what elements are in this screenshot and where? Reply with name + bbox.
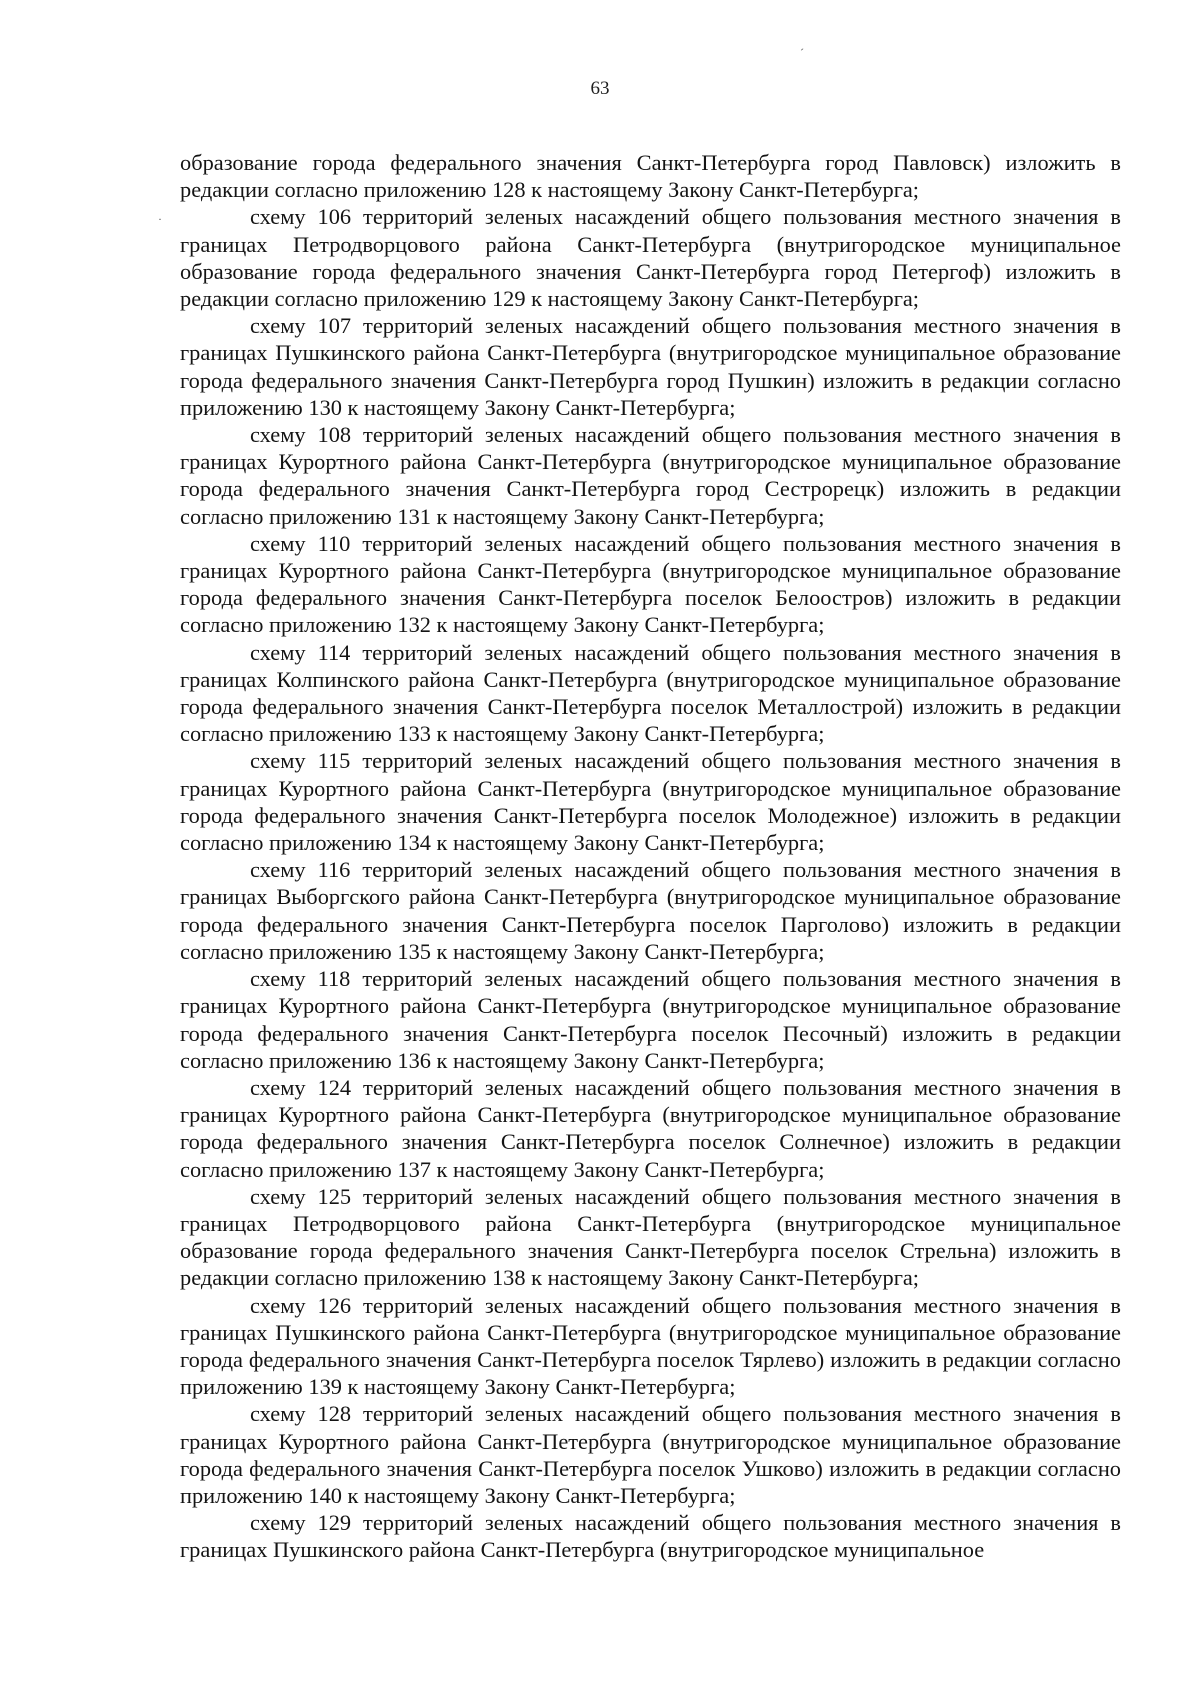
paragraph: схему 107 территорий зеленых насаждений общего пользования местного значения в границах Пушкинского района Санкт-Петербурга (внутригородское муниципальное образование города федерального значения Санкт-Петербурга город Пушкин) изложить в редакции согласно приложению 130 к настоящему Закону Санкт-Петербурга; — [180, 313, 1121, 420]
paragraph: схему 124 территорий зеленых насаждений общего пользования местного значения в границах Курортного района Санкт-Петербурга (внутригородское муниципальное образование города федерального значения Санкт-Петербурга поселок Солнечное) изложить в редакции согласно приложению 137 к настоящему Закону Санкт-Петербурга; — [180, 1074, 1121, 1182]
paragraph: схему 116 территорий зеленых насаждений общего пользования местного значения в границах Выборгского района Санкт-Петербурга (внутригородское муниципальное образование города федерального значения Санкт-Петербурга поселок Парголово) изложить в редакции согласно приложению 135 к настоящему Закону Санкт-Петербурга; — [180, 857, 1121, 964]
scan-speck: ˊ — [800, 46, 804, 60]
paragraph: схему 128 территорий зеленых насаждений общего пользования местного значения в границах Курортного района Санкт-Петербурга (внутригородское муниципальное образование города федерального значения Санкт-Петербурга поселок Ушково) изложить в редакции согласно приложению 140 к настоящему Закону Санкт-Петербурга; — [180, 1401, 1121, 1508]
paragraph: схему 118 территорий зеленых насаждений общего пользования местного значения в границах Курортного района Санкт-Петербурга (внутригородское муниципальное образование города федерального значения Санкт-Петербурга поселок Песочный) изложить в редакции согласно приложению 136 к настоящему Закону Санкт-Петербурга; — [180, 966, 1121, 1073]
paragraph: схему 108 территорий зеленых насаждений общего пользования местного значения в границах Курортного района Санкт-Петербурга (внутригородское муниципальное образование города федерального значения Санкт-Петербурга город Сестрорецк) изложить в редакции согласно приложению 131 к настоящему Закону Санкт-Петербурга; — [180, 422, 1121, 529]
paragraph: схему 115 территорий зеленых насаждений общего пользования местного значения в границах Курортного района Санкт-Петербурга (внутригородское муниципальное образование города федерального значения Санкт-Петербурга поселок Молодежное) изложить в редакции согласно приложению 134 к настоящему Закону Санкт-Петербурга; — [180, 748, 1121, 856]
paragraph: схему 110 территорий зеленых насаждений общего пользования местного значения в границах Курортного района Санкт-Петербурга (внутригородское муниципальное образование города федерального значения Санкт-Петербурга поселок Белоостров) изложить в редакции согласно приложению 132 к настоящему Закону Санкт-Петербурга; — [180, 530, 1121, 638]
paragraph: образование города федерального значения Санкт-Петербурга город Павловск) изложить в редакции согласно приложению 128 к настоящему Закону Санкт-Петербурга; — [180, 150, 1121, 203]
paragraph: схему 129 территорий зеленых насаждений общего пользования местного значения в границах Пушкинского района Санкт-Петербурга (внутригородское муниципальное — [180, 1510, 1121, 1563]
paragraph: схему 114 территорий зеленых насаждений общего пользования местного значения в границах Колпинского района Санкт-Петербурга (внутригородское муниципальное образование города федерального значения Санкт-Петербурга поселок Металлострой) изложить в редакции согласно приложению 133 к настоящему Закону Санкт-Петербурга; — [180, 639, 1121, 747]
page-number: 63 — [590, 78, 610, 99]
paragraph: схему 126 территорий зеленых насаждений общего пользования местного значения в границах Пушкинского района Санкт-Петербурга (внутригородское муниципальное образование города федерального значения Санкт-Петербурга поселок Тярлево) изложить в редакции согласно приложению 139 к настоящему Закону Санкт-Петербурга; — [180, 1292, 1121, 1400]
scan-speck: · — [158, 212, 162, 226]
paragraph: схему 106 территорий зеленых насаждений общего пользования местного значения в границах Петродворцового района Санкт-Петербурга (внутригородское муниципальное образование города федерального значения Санкт-Петербурга город Петергоф) изложить в редакции согласно приложению 129 к настоящему Закону Санкт-Петербурга; — [180, 204, 1121, 312]
paragraph: схему 125 территорий зеленых насаждений общего пользования местного значения в границах Петродворцового района Санкт-Петербурга (внутригородское муниципальное образование города федерального значения Санкт-Петербурга поселок Стрельна) изложить в редакции согласно приложению 138 к настоящему Закону Санкт-Петербурга; — [180, 1183, 1121, 1291]
document-body — [180, 149, 1121, 1564]
